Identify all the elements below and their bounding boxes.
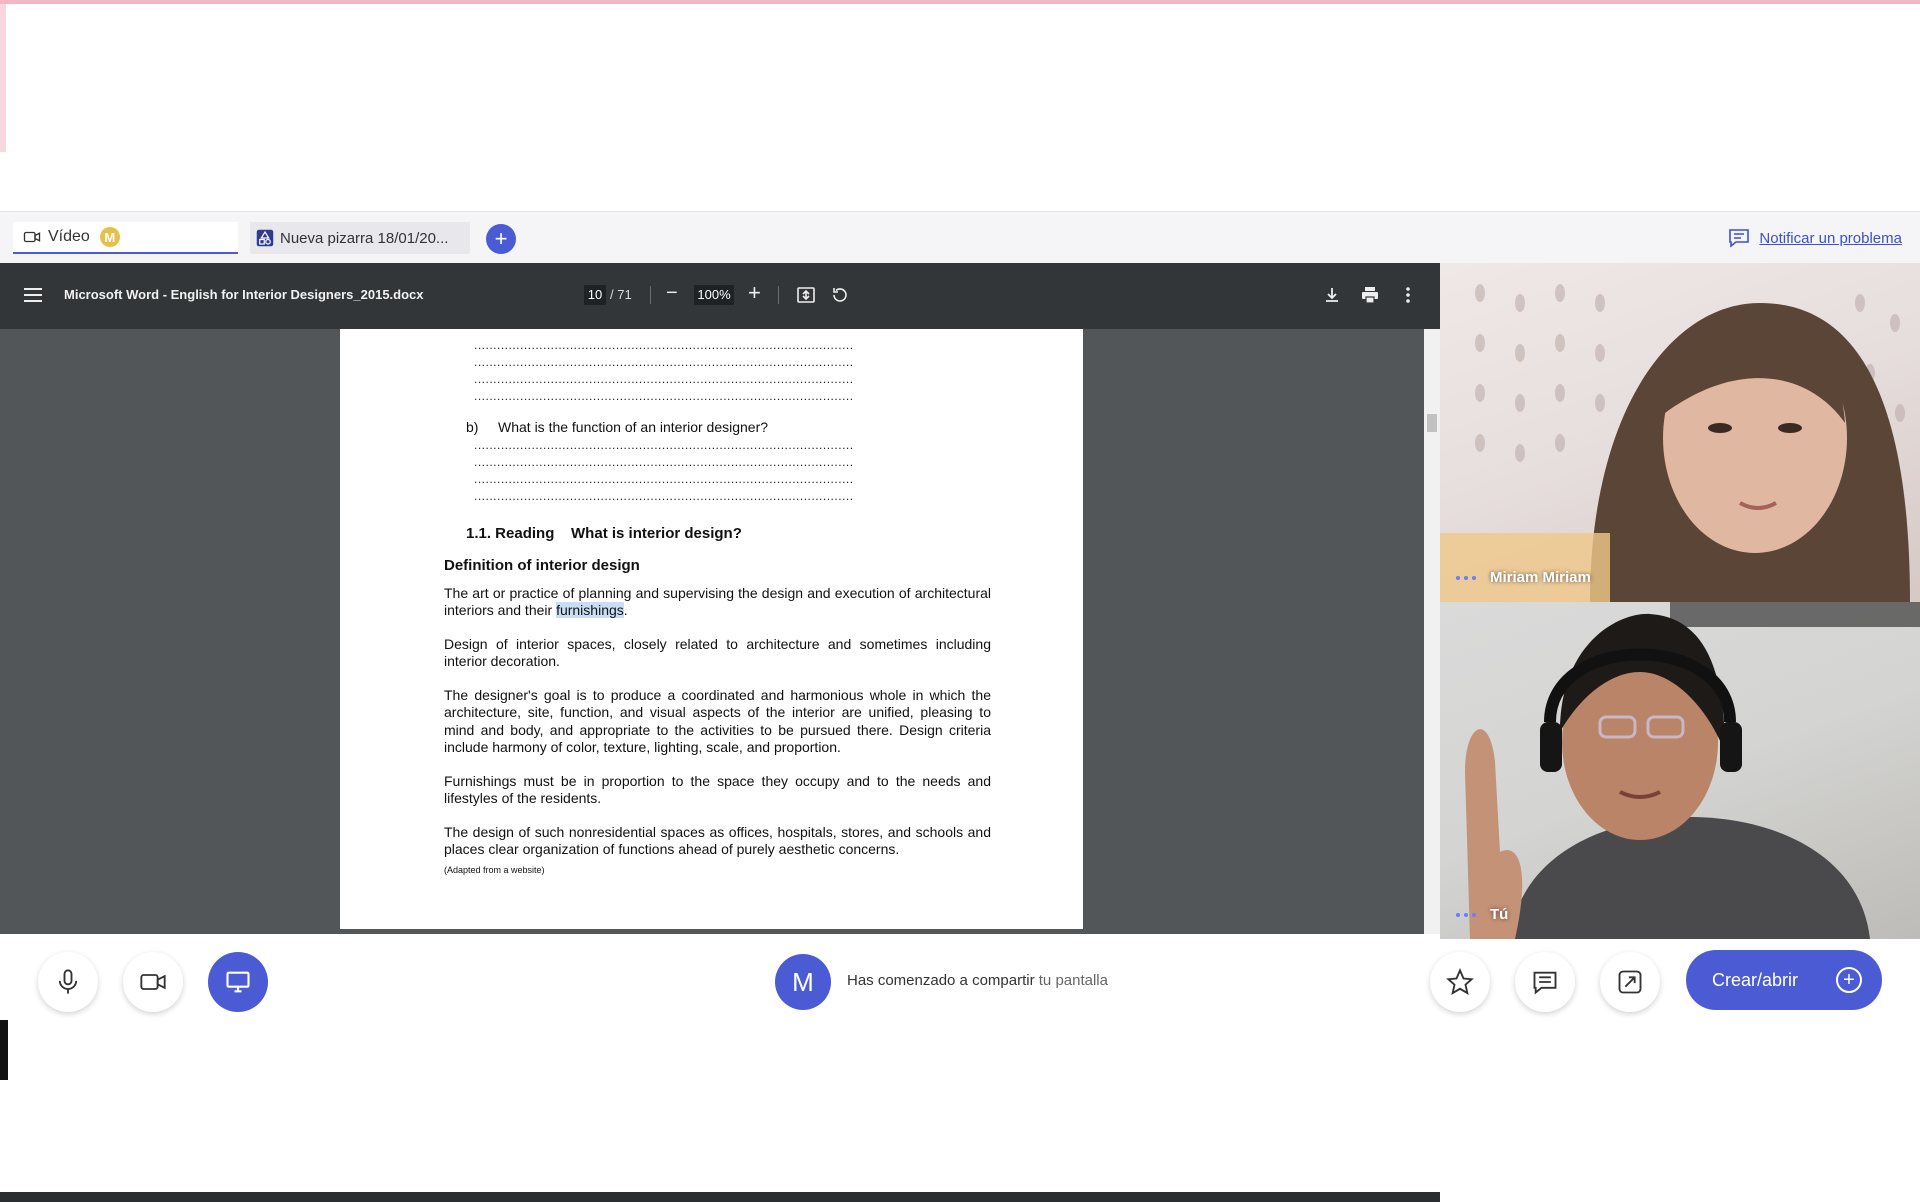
toolbar-divider: [778, 286, 779, 304]
monitor-icon: [224, 968, 252, 996]
microphone-button[interactable]: [38, 952, 98, 1012]
menu-icon[interactable]: [24, 287, 42, 303]
page-number-input[interactable]: 10: [584, 285, 606, 305]
participant-name: [1456, 906, 1508, 923]
subsection-heading: Definition of interior design: [444, 557, 640, 574]
section-heading: 1.1. Reading What is interior design?: [466, 524, 742, 542]
presenter-badge: M: [100, 227, 120, 247]
paragraph: Furnishings must be in proportion to the space they occupy and to the needs and lifestyles of the residents.: [444, 772, 991, 806]
report-problem-label: Notificar un problema: [1759, 229, 1902, 247]
fit-page-icon[interactable]: [796, 285, 816, 305]
paragraph: The design of such nonresidential spaces as offices, hospitals, stores, and schools and places clear organization of functions ahead of purely aesthetic concerns.: [444, 823, 991, 857]
zoom-in-button[interactable]: +: [748, 280, 761, 305]
zoom-level-input[interactable]: 100%: [694, 285, 734, 305]
window-edge: [0, 4, 6, 152]
share-status-target: tu pantalla: [1038, 972, 1108, 989]
more-icon[interactable]: [1456, 913, 1480, 917]
answer-line: ...................................................................................................: [474, 488, 854, 503]
print-icon[interactable]: [1360, 285, 1380, 305]
create-open-button[interactable]: [1686, 950, 1882, 1010]
control-bar: [0, 939, 1920, 1025]
avatar: M: [775, 954, 831, 1010]
paragraph: [444, 585, 991, 620]
question: [466, 419, 991, 437]
participant-name-label: Tú: [1490, 906, 1509, 923]
top-accent-line: [0, 0, 1920, 4]
pdf-toolbar: [0, 263, 1440, 329]
download-icon[interactable]: [1322, 285, 1342, 305]
report-problem-link[interactable]: [1727, 226, 1902, 250]
self-video[interactable]: [1440, 602, 1920, 939]
expand-icon: [1616, 968, 1644, 996]
page-total: / 71: [610, 287, 632, 302]
feedback-icon: [1727, 226, 1751, 250]
tab-whiteboard[interactable]: [250, 222, 470, 254]
participant-name-label: Miriam Miriam: [1490, 569, 1591, 586]
paragraph-text: .: [623, 602, 628, 618]
whiteboard-icon: [256, 229, 274, 247]
answer-line: ...................................................................................................: [474, 372, 854, 386]
toolbar-divider: [650, 286, 651, 304]
pdf-page: [340, 329, 1083, 929]
tab-bar: [0, 211, 1920, 264]
favorite-button[interactable]: [1430, 952, 1490, 1012]
paragraph-text: The art or practice of planning and supervising the design and execution of architectural interiors and their: [444, 584, 991, 618]
tab-whiteboard-label: Nueva pizarra 18/01/20...: [280, 229, 449, 247]
expand-button[interactable]: [1600, 952, 1660, 1012]
answer-line: ...................................................................................................: [474, 338, 854, 352]
taskbar-edge: [0, 1020, 8, 1080]
video-feed: [1440, 263, 1920, 602]
answer-line: ...................................................................................................: [474, 437, 854, 452]
video-camera-icon: [23, 228, 41, 246]
pdf-viewer: [0, 263, 1440, 934]
answer-line: ...................................................................................................: [474, 389, 854, 403]
pdf-bottom-strip: [0, 1192, 1440, 1202]
paragraph: Design of interior spaces, closely related to architecture and sometimes including interior decoration.: [444, 635, 991, 669]
create-open-label: Crear/abrir: [1712, 969, 1799, 990]
participant-name: [1456, 569, 1591, 586]
answer-line: ...................................................................................................: [474, 355, 854, 369]
highlighted-word: furnishings: [556, 602, 624, 618]
add-tab-button[interactable]: +: [486, 224, 516, 254]
more-icon[interactable]: [1456, 576, 1480, 580]
camera-button[interactable]: [123, 952, 183, 1012]
share-status-text: Has comenzado a compartir: [847, 972, 1035, 989]
participant-video[interactable]: [1440, 263, 1920, 602]
question-text: What is the function of an interior designer?: [498, 419, 769, 435]
rotate-icon[interactable]: [830, 285, 850, 305]
chat-icon: [1531, 968, 1559, 996]
share-status: [847, 972, 1108, 989]
document-title: Microsoft Word - English for Interior Designers_2015.docx: [64, 287, 424, 302]
plus-icon: +: [1836, 967, 1862, 993]
pdf-scrollbar[interactable]: [1424, 329, 1440, 934]
star-icon: [1446, 968, 1474, 996]
scrollbar-thumb[interactable]: [1427, 414, 1437, 432]
question-label: b): [466, 419, 479, 435]
source-note: (Adapted from a website): [444, 864, 545, 875]
video-feed: [1440, 602, 1920, 939]
tab-video-label: Vídeo: [48, 228, 90, 245]
chat-button[interactable]: [1515, 952, 1575, 1012]
share-screen-button[interactable]: [208, 952, 268, 1012]
paragraph: The designer's goal is to produce a coordinated and harmonious whole in which the architecture, site, function, and visual aspects of the interior are unified, pleasing to mind and body, and appropriate to the activities to be pursued there. Design criteria include harmony of color, texture, lighting, scale, and proportion.: [444, 686, 991, 755]
microphone-icon: [54, 968, 82, 996]
video-camera-icon: [139, 968, 167, 996]
answer-line: ...................................................................................................: [474, 471, 854, 486]
answer-line: ...................................................................................................: [474, 454, 854, 469]
more-options-icon[interactable]: [1398, 285, 1418, 305]
zoom-out-button[interactable]: −: [666, 282, 678, 304]
tab-video[interactable]: [13, 222, 238, 254]
